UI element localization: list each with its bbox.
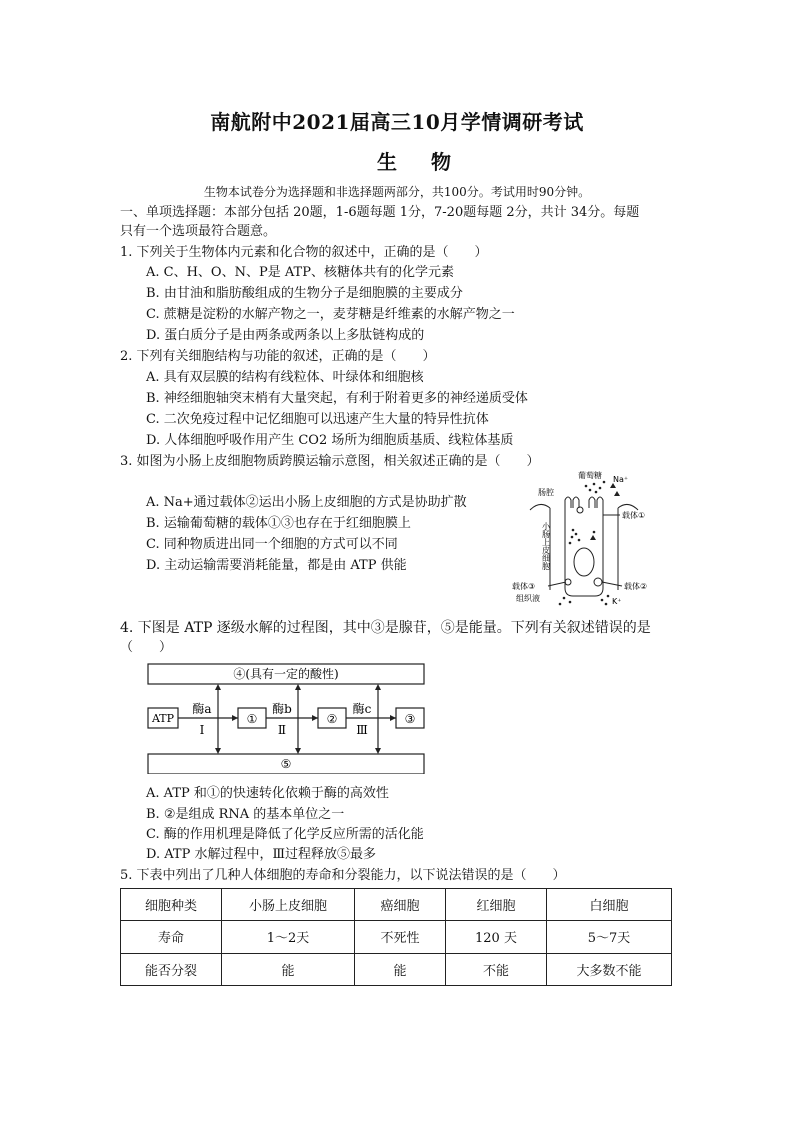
q2-option-a: A. 具有双层膜的结构有线粒体、叶绿体和细胞核 [146,370,424,385]
q3-option-a: A. Na+通过载体②运出小肠上皮细胞的方式是协助扩散 [146,495,467,510]
n1-label: ① [246,712,258,726]
label-fluid: 组织液 [516,594,540,603]
enzyme-b-label: 酶b [272,702,292,716]
q3-stem: 3. 如图为小肠上皮细胞物质跨膜运输示意图，相关叙述正确的是（ ） [120,454,540,469]
table-cell: 5～7天 [547,921,672,953]
q3-option-d: D. 主动运输需要消耗能量，都是由 ATP 供能 [146,558,407,573]
label-carrier3: 载体③ [512,582,536,591]
q2-option-d: D. 人体细胞呼吸作用产生 CO2 场所为细胞质基质、线粒体基质 [146,433,514,448]
label-cell: 小肠上皮细胞 [541,522,551,570]
q1-option-b: B. 由甘油和脂肪酸组成的生物分子是细胞膜的主要成分 [146,286,463,301]
label-lumen: 肠腔 [538,488,554,497]
atp-label: ATP [151,712,175,725]
table-cell: 能否分裂 [121,953,222,985]
n3-label: ③ [404,712,416,726]
table-row [121,921,672,953]
q4-option-a: A. ATP 和①的快速转化依赖于酶的高效性 [146,786,389,801]
exam-note: 生物本试卷分为选择题和非选择题两部分，共100分。考试用时90分钟。 [203,185,591,199]
carrier1-shape [577,507,583,513]
q2-option-c: C. 二次免疫过程中记忆细胞可以迅速产生大量的特异性抗体 [146,412,489,427]
step1-label: Ⅰ [199,723,205,737]
table-header-cell: 癌细胞 [355,889,446,921]
section-heading-line1: 一、单项选择题：本部分包括 20题，1-6题每题 1分，7-20题每题 2分，共计 34分。每题 [120,205,640,220]
table-cell: 能 [355,953,446,985]
table-cell: 120 天 [446,921,547,953]
q5-stem: 5. 下表中列出了几种人体细胞的寿命和分裂能力，以下说法错误的是（ ） [120,868,566,883]
q2-stem: 2. 下列有关细胞结构与功能的叙述，正确的是（ ） [120,349,436,364]
subject-title: 生物 [377,150,485,174]
q3-option-c: C. 同种物质进出同一个细胞的方式可以不同 [146,537,398,552]
table-cell: 不能 [446,953,547,985]
table-header-row [121,889,672,921]
section-heading-line2: 只有一个选项最符合题意。 [120,224,277,239]
n2-label: ② [326,712,338,726]
label-na: Na⁺ [613,475,629,484]
transport-diagram [510,470,680,610]
table-header-cell: 白细胞 [547,889,672,921]
table-header-cell: 细胞种类 [121,889,222,921]
q1-option-a: A. C、H、O、N、P是 ATP、核糖体共有的化学元素 [146,265,454,280]
table-cell: 大多数不能 [547,953,672,985]
table-cell: 1～2天 [222,921,355,953]
q4-stem-line1: 4. 下图是 ATP 逐级水解的过程图，其中③是腺苷，⑤是能量。下列有关叙述错误的是 [120,620,651,636]
label-carrier2: 载体② [624,582,648,591]
exam-title: 南航附中2021届高三10月学情调研考试 [210,110,584,134]
table-header-cell: 红细胞 [446,889,547,921]
table-header-cell: 小肠上皮细胞 [222,889,355,921]
q1-option-c: C. 蔗糖是淀粉的水解产物之一，麦芽糖是纤维素的水解产物之一 [146,307,515,322]
q4-option-c: C. 酶的作用机理是降低了化学反应所需的活化能 [146,827,424,842]
q3-option-b: B. 运输葡萄糖的载体①③也存在于红细胞膜上 [146,516,411,531]
q4-option-b: B. ②是组成 RNA 的基本单位之一 [146,807,345,822]
q1-stem: 1. 下列关于生物体内元素和化合物的叙述中，正确的是（ ） [120,245,488,260]
q4-stem-line2: （ ） [120,640,173,655]
enzyme-a-label: 酶a [192,702,212,716]
label-k: K⁺ [612,597,622,606]
acid-label: ④(具有一定的酸性) [233,667,339,681]
table-cell: 能 [222,953,355,985]
q2-option-b: B. 神经细胞轴突末梢有大量突起，有利于附着更多的神经递质受体 [146,391,528,406]
enzyme-c-label: 酶c [352,702,372,716]
label-glucose: 葡萄糖 [578,471,602,480]
energy-label: ⑤ [280,757,292,771]
table-cell: 不死性 [355,921,446,953]
step3-label: Ⅲ [356,723,368,737]
cell-lifespan-table [120,888,672,986]
q4-option-d: D. ATP 水解过程中，Ⅲ过程释放⑤最多 [146,847,376,862]
q1-option-d: D. 蛋白质分子是由两条或两条以上多肽链构成的 [146,328,425,343]
table-cell: 寿命 [121,921,222,953]
atp-hydrolysis-diagram [146,662,426,774]
label-carrier1: 载体① [622,511,646,520]
carrier2-shape [594,578,602,586]
step2-label: Ⅱ [277,723,287,737]
table-row [121,953,672,985]
